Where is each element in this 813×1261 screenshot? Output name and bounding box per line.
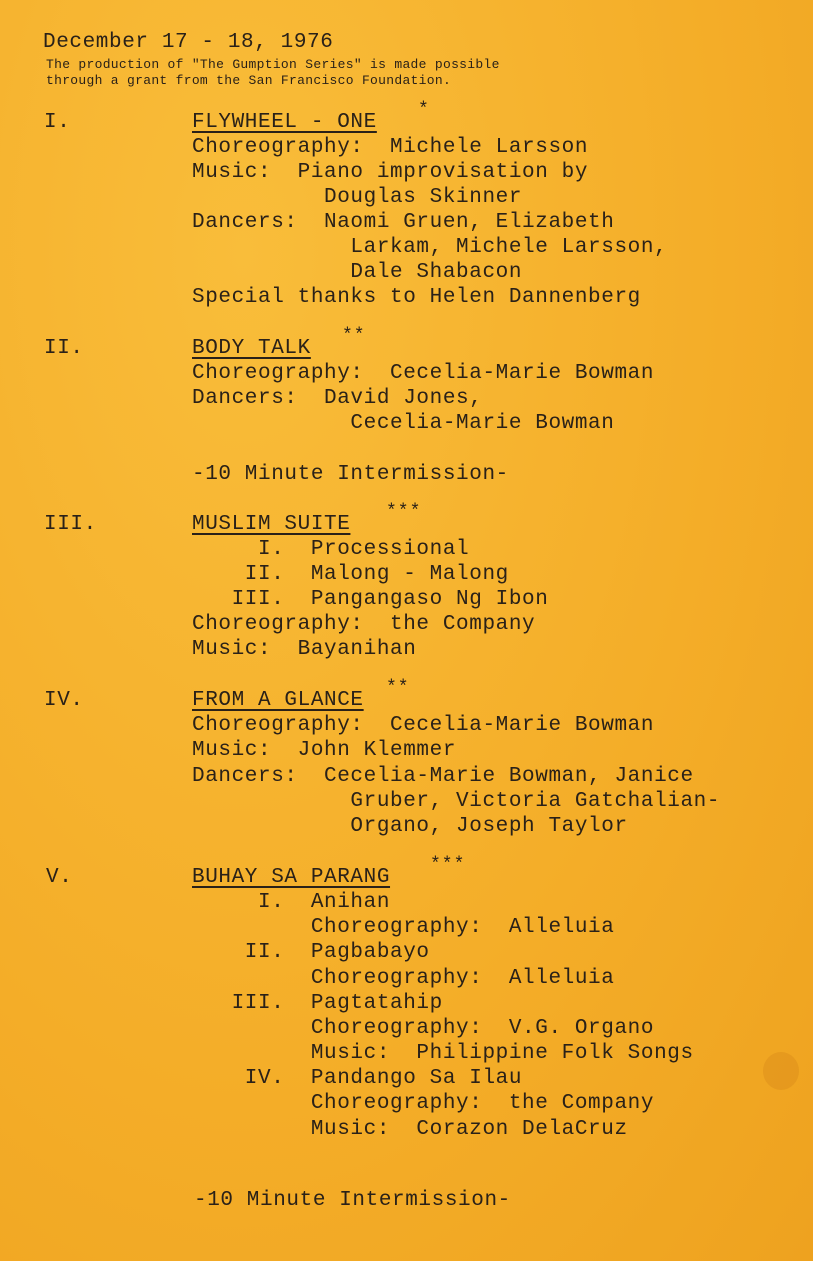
piece-line: Cecelia-Marie Bowman (192, 412, 615, 435)
program-date: December 17 - 18, 1976 (43, 31, 334, 54)
star-marker: ** (342, 326, 366, 346)
piece-title: BODY TALK (192, 337, 311, 360)
piece-numeral: IV. (44, 689, 84, 712)
piece-line: Choreography: Michele Larsson (192, 136, 589, 159)
piece-line: Douglas Skinner (192, 186, 523, 209)
piece-line: III. Pagtatahip (192, 992, 443, 1015)
piece-line: Choreography: Alleluia (192, 916, 615, 939)
piece-line: Choreography: Alleluia (192, 967, 615, 990)
piece-title: FLYWHEEL - ONE (192, 111, 377, 134)
piece-title: BUHAY SA PARANG (192, 866, 391, 889)
piece-line: Dancers: Naomi Gruen, Elizabeth (192, 211, 615, 234)
star-marker: * (418, 100, 430, 120)
piece-line: Choreography: Cecelia-Marie Bowman (192, 714, 655, 737)
piece-line: Organo, Joseph Taylor (192, 815, 628, 838)
piece-title: MUSLIM SUITE (192, 513, 351, 536)
piece-line: Dale Shabacon (192, 261, 523, 284)
piece-line: Gruber, Victoria Gatchalian- (192, 790, 721, 813)
piece-numeral: II. (44, 337, 84, 360)
piece-line: Choreography: Cecelia-Marie Bowman (192, 362, 655, 385)
intermission-note: -10 Minute Intermission- (192, 463, 509, 486)
piece-line: III. Pangangaso Ng Ibon (192, 588, 549, 611)
piece-numeral: I. (44, 111, 71, 134)
piece-line: Music: Philippine Folk Songs (192, 1042, 694, 1065)
piece-line: Music: Piano improvisation by (192, 161, 589, 184)
star-marker: *** (386, 502, 422, 522)
piece-line: Dancers: Cecelia-Marie Bowman, Janice (192, 765, 694, 788)
piece-line: I. Processional (192, 538, 470, 561)
piece-line: Music: Bayanihan (192, 638, 417, 661)
piece-line: IV. Pandango Sa Ilau (192, 1067, 523, 1090)
piece-line: Choreography: V.G. Organo (192, 1017, 655, 1040)
star-marker: *** (430, 855, 466, 875)
piece-line: II. Malong - Malong (192, 563, 509, 586)
paper-stain (763, 1052, 799, 1090)
piece-line: Choreography: the Company (192, 613, 536, 636)
intermission-note: -10 Minute Intermission- (194, 1189, 511, 1212)
piece-numeral: III. (44, 513, 97, 536)
piece-line: I. Anihan (192, 891, 391, 914)
piece-line: Larkam, Michele Larsson, (192, 236, 668, 259)
piece-line: Choreography: the Company (192, 1092, 655, 1115)
piece-line: II. Pagbabayo (192, 941, 430, 964)
piece-line: Music: Corazon DelaCruz (192, 1118, 628, 1141)
grant-credit: The production of "The Gumption Series" is made possible through a grant from the San Francisco Foundation. (46, 57, 500, 88)
star-marker: ** (386, 678, 410, 698)
piece-line: Music: John Klemmer (192, 739, 457, 762)
piece-numeral: V. (46, 866, 73, 889)
piece-title: FROM A GLANCE (192, 689, 364, 712)
piece-line: Special thanks to Helen Dannenberg (192, 286, 641, 309)
piece-line: Dancers: David Jones, (192, 387, 483, 410)
